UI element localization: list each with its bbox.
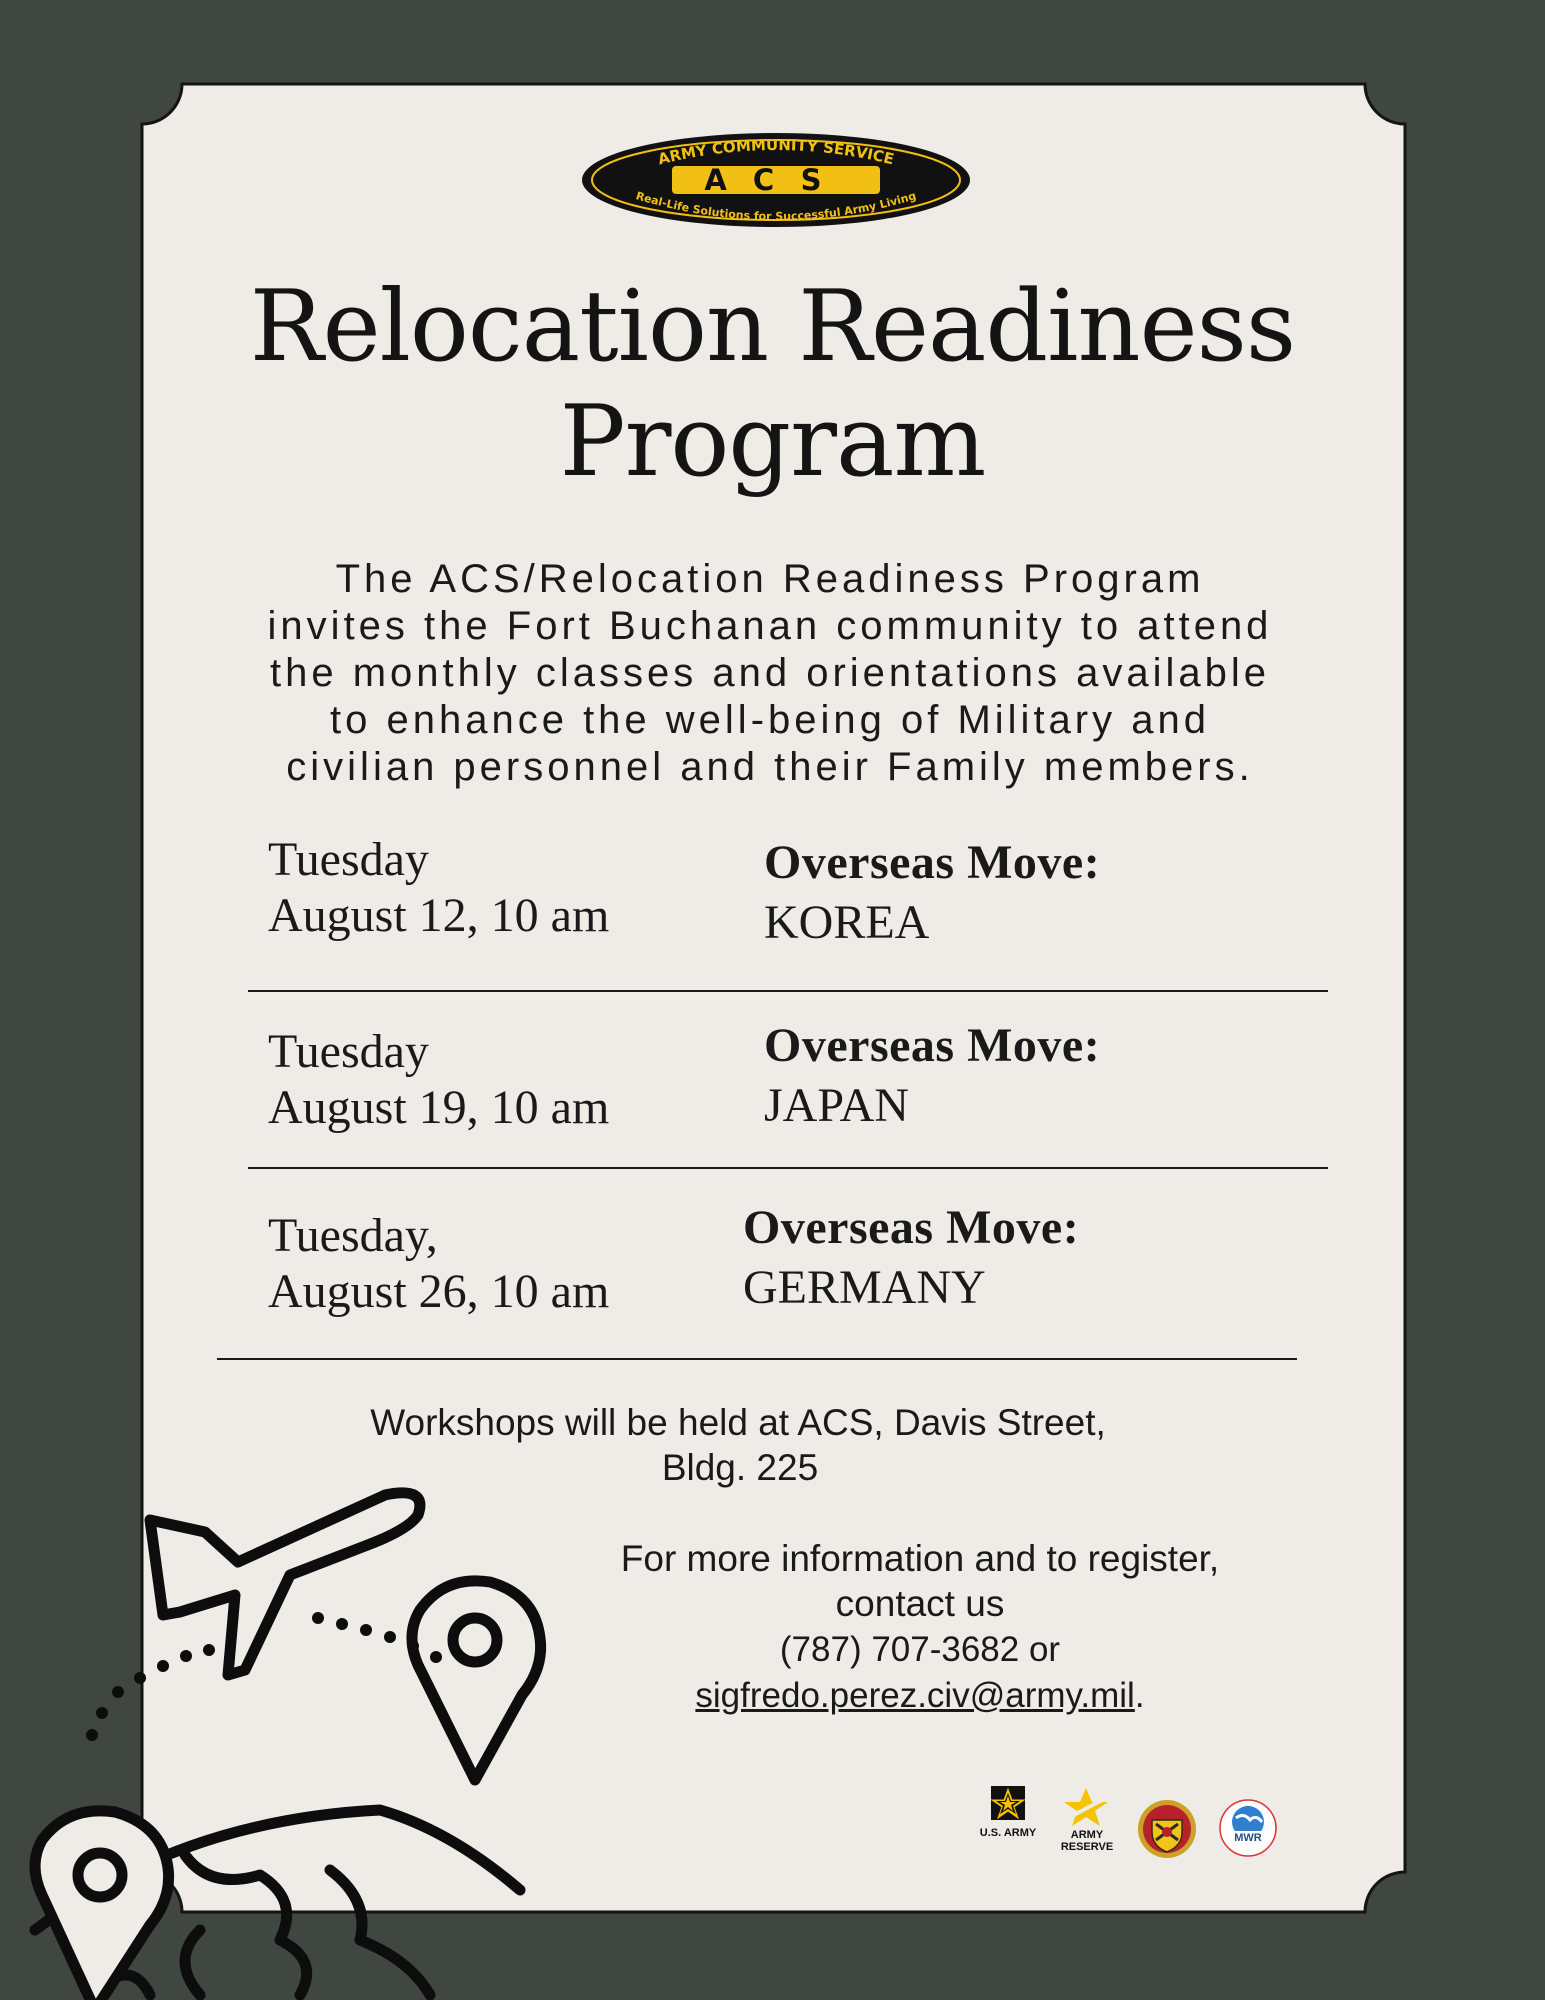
session-location: KOREA (764, 896, 930, 949)
contact-line-1: For more information and to register, (620, 1538, 1220, 1579)
contact-email-row (520, 1673, 1320, 1718)
session-topic: Overseas Move: (743, 1201, 1080, 1254)
session-2-date (268, 1024, 609, 1136)
session-location: GERMANY (743, 1261, 986, 1314)
intro-line: to enhance the well-being of Military and (330, 698, 1210, 742)
contact-email-link[interactable]: sigfredo.perez.civ@army.mil (695, 1676, 1135, 1715)
acs-logo-tagline: Real-Life Solutions for Successful Army Living (634, 189, 918, 224)
mwr-logo (1218, 1798, 1278, 1858)
contact-email-suffix: . (1134, 1676, 1145, 1715)
travel-illustration (0, 1470, 560, 2000)
intro-line: civilian personnel and their Family members. (286, 745, 1254, 789)
venue-line-2: Bldg. 225 (661, 1447, 819, 1488)
us-army-caption: U.S. ARMY (979, 1827, 1037, 1839)
divider (248, 1167, 1328, 1169)
session-topic: Overseas Move: (764, 836, 1101, 889)
contact-phone: (787) 707-3682 or (779, 1630, 1061, 1669)
intro-line: the monthly classes and orientations available (269, 651, 1271, 695)
session-date: August 12, 10 am (268, 889, 610, 942)
acs-logo (580, 130, 972, 230)
mwr-caption: MWR (1234, 1832, 1262, 1844)
page-title-line-2: Program (559, 385, 986, 499)
contact-line-2: contact us (835, 1583, 1005, 1624)
intro-line: invites the Fort Buchanan community to attend (267, 604, 1273, 648)
army-reserve-logo (1052, 1786, 1122, 1856)
airplane-icon (150, 1493, 420, 1675)
session-1-topic (764, 833, 1100, 953)
acs-logo-acronym: ACS (704, 163, 848, 197)
session-day: Tuesday (268, 1025, 429, 1078)
divider (217, 1358, 1297, 1360)
session-day: Tuesday (268, 833, 429, 886)
divider (248, 990, 1328, 992)
map-pin-icon (35, 1811, 169, 2000)
army-reserve-caption-1: ARMY (1070, 1829, 1104, 1841)
session-3-date (268, 1208, 609, 1320)
session-date: August 19, 10 am (268, 1081, 610, 1134)
intro-line: The ACS/Relocation Readiness Program (335, 557, 1205, 601)
page-title-line-1: Relocation Readiness (249, 270, 1296, 384)
us-army-logo (973, 1786, 1043, 1846)
session-1-date (268, 832, 609, 944)
venue-line-1: Workshops will be held at ACS, Davis Street, (370, 1402, 1106, 1443)
session-location: JAPAN (764, 1079, 909, 1132)
map-pin-icon (412, 1581, 541, 1780)
session-day: Tuesday, (268, 1209, 438, 1262)
session-date: August 26, 10 am (268, 1265, 610, 1318)
army-reserve-caption-2: RESERVE (1060, 1841, 1114, 1853)
session-2-topic (764, 1016, 1100, 1136)
session-topic: Overseas Move: (764, 1019, 1101, 1072)
installation-crest-icon (1136, 1798, 1198, 1860)
session-3-topic (743, 1198, 1079, 1318)
intro-paragraph (170, 556, 1370, 791)
acs-logo-top-text: ARMY COMMUNITY SERVICE (656, 135, 896, 169)
